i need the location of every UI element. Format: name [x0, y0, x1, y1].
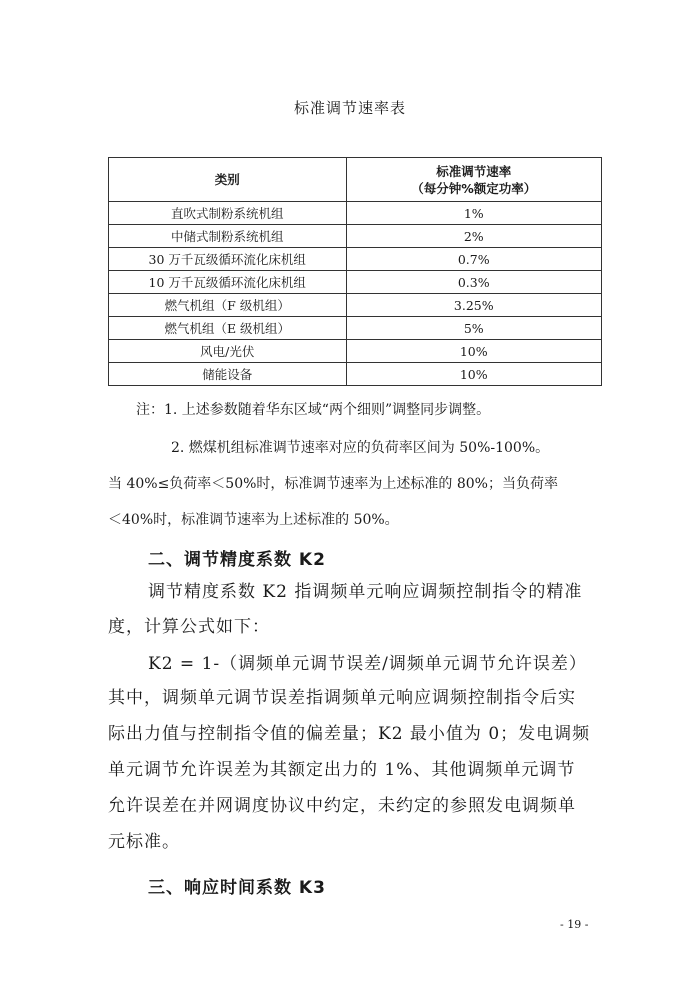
- header-rate: [346, 158, 602, 202]
- row-category: 30 万千瓦级循环流化床机组: [109, 248, 347, 271]
- row-rate: 0.7%: [346, 248, 602, 271]
- row-category: 直吹式制粉系统机组: [109, 202, 347, 225]
- table-row: [109, 340, 602, 363]
- table-row: [109, 294, 602, 317]
- table-row: [109, 271, 602, 294]
- table-row: [109, 225, 602, 248]
- paragraph-line: 单元调节允许误差为其额定出力的 1%、其他调频单元调节: [108, 760, 576, 780]
- paragraph-line: 元标准。: [108, 832, 180, 852]
- table-row: [109, 248, 602, 271]
- row-category: 燃气机组（F 级机组）: [109, 294, 347, 317]
- row-category: 中储式制粉系统机组: [109, 225, 347, 248]
- rate-table: [108, 157, 602, 386]
- row-category: 燃气机组（E 级机组）: [109, 317, 347, 340]
- table-row: [109, 317, 602, 340]
- row-rate: 3.25%: [346, 294, 602, 317]
- note-line-3: 当 40%≤负荷率＜50%时，标准调节速率为上述标准的 80%；当负荷率: [108, 476, 558, 492]
- row-category: 10 万千瓦级循环流化床机组: [109, 271, 347, 294]
- table-row: [109, 202, 602, 225]
- note-line-1: 注：1. 上述参数随着华东区域“两个细则”调整同步调整。: [136, 402, 491, 418]
- paragraph-line: 其中，调频单元调节误差指调频单元响应调频控制指令后实: [108, 688, 576, 708]
- section-heading-k2: 二、调节精度系数 K2: [148, 550, 326, 570]
- row-rate: 2%: [346, 225, 602, 248]
- row-rate: 1%: [346, 202, 602, 225]
- paragraph-line: 度，计算公式如下：: [108, 617, 270, 637]
- section-heading-k3: 三、响应时间系数 K3: [148, 878, 326, 898]
- header-rate-line2: （每分钟%额定功率）: [411, 180, 537, 196]
- header-category: 类别: [109, 158, 347, 202]
- row-category: 风电/光伏: [109, 340, 347, 363]
- row-category: 储能设备: [109, 363, 347, 386]
- table-title: 标准调节速率表: [293, 99, 406, 117]
- paragraph-line: 调节精度系数 K2 指调频单元响应调频控制指令的精准: [148, 582, 583, 602]
- note-line-2: 2. 燃煤机组标准调节速率对应的负荷率区间为 50%-100%。: [171, 440, 550, 456]
- row-rate: 5%: [346, 317, 602, 340]
- header-rate-line1: 标准调节速率: [436, 163, 512, 179]
- table-header-row: [109, 158, 602, 202]
- row-rate: 10%: [346, 340, 602, 363]
- row-rate: 10%: [346, 363, 602, 386]
- note-line-4: ＜40%时，标准调节速率为上述标准的 50%。: [108, 512, 399, 528]
- paragraph-line: 允许误差在并网调度协议中约定，未约定的参照发电调频单: [108, 796, 576, 816]
- paragraph-line: 际出力值与控制指令值的偏差量；K2 最小值为 0；发电调频: [108, 724, 591, 744]
- row-rate: 0.3%: [346, 271, 602, 294]
- formula-line: K2 = 1-（调频单元调节误差/调频单元调节允许误差）: [148, 654, 587, 674]
- table-row: [109, 363, 602, 386]
- page-number: - 19 -: [560, 918, 589, 931]
